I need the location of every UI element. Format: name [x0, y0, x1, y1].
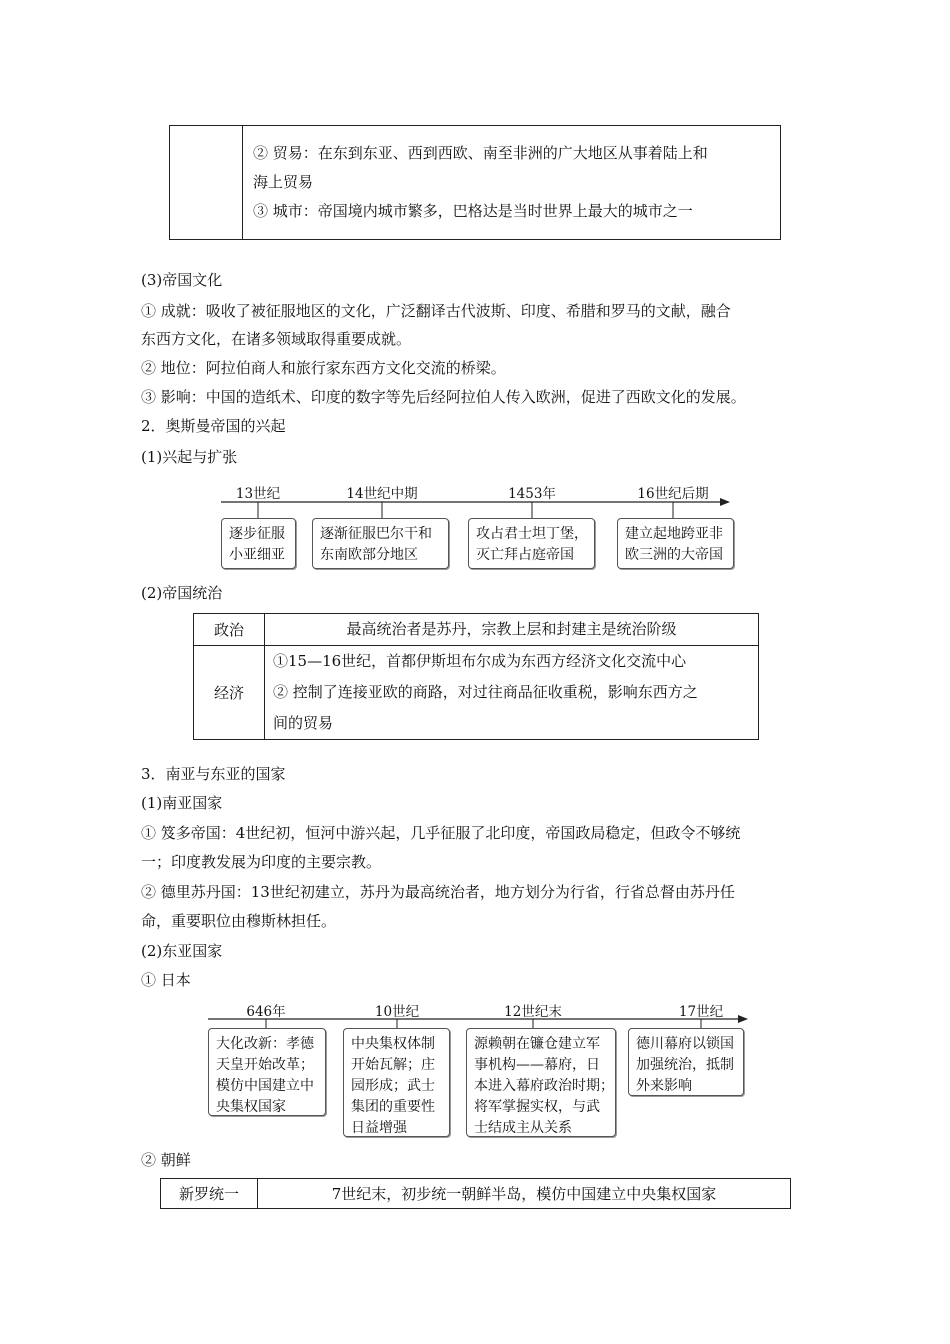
south-asia-line: ② 德里苏丹国：13世纪初建立，苏丹为最高统治者，地方划分为行省，行省总督由苏丹任	[141, 883, 735, 901]
table-line: ③ 城市：帝国境内城市繁多，巴格达是当时世界上最大的城市之一	[253, 202, 693, 220]
south-asia-line: 一；印度教发展为印度的主要宗教。	[141, 853, 382, 871]
culture-line: ③ 影响：中国的造纸术、印度的数字等先后经阿拉伯人传入欧洲，促进了西欧文化的发展。	[141, 388, 746, 406]
south-asia-line: ① 笈多帝国：4世纪初，恒河中游兴起，几乎征服了北印度，帝国政局稳定，但政令不够统	[141, 824, 741, 842]
timeline-event-box: 德川幕府以锁国 加强统治，抵制 外来影响	[628, 1028, 744, 1096]
asia-heading: 3．南亚与东亚的国家	[141, 765, 286, 783]
timeline-event-box: 建立起地跨亚非 欧三洲的大帝国	[617, 518, 734, 569]
table-line: ② 贸易：在东到东亚、西到西欧、南至非洲的广大地区从事着陆上和	[253, 144, 708, 162]
economy-label: 经济	[194, 646, 265, 740]
timeline-date: 14世纪中期	[346, 486, 418, 502]
timeline-date: 16世纪后期	[637, 486, 709, 502]
korea-label: 新罗统一	[161, 1179, 258, 1209]
timeline-event-box: 逐步征服 小亚细亚	[221, 518, 296, 569]
east-asia-heading: (2)东亚国家	[141, 942, 223, 960]
culture-line: 东西方文化，在诸多领域取得重要成就。	[141, 330, 412, 348]
culture-line: ① 成就：吸收了被征服地区的文化，广泛翻译古代波斯、印度、希腊和罗马的文献，融合	[141, 302, 731, 320]
timeline-date: 1453年	[508, 486, 556, 502]
timeline-event-box: 大化改新：孝德 天皇开始改革； 模仿中国建立中 央集权国家	[208, 1028, 326, 1116]
timeline-date: 17世纪	[678, 1004, 724, 1020]
ottoman-heading: 2．奥斯曼帝国的兴起	[141, 417, 286, 435]
timeline-event-box: 中央集权体制 开始瓦解；庄 园形成；武士 集团的重要性 日益增强	[343, 1028, 450, 1137]
politics-text: 最高统治者是苏丹，宗教上层和封建主是统治阶级	[265, 614, 759, 646]
timeline-date: 10世纪	[374, 1004, 420, 1020]
timeline-date: 12世纪末	[504, 1004, 562, 1020]
timeline-event-box: 源赖朝在镰仓建立军 事机构——幕府，日 本进入幕府政治时期； 将军掌握实权，与武 士结成主从关系	[466, 1028, 616, 1137]
ottoman-rule-heading: (2)帝国统治	[141, 584, 223, 602]
timeline-date: 13世纪	[235, 486, 281, 502]
korea-heading: ② 朝鲜	[141, 1151, 191, 1169]
south-asia-line: 命，重要职位由穆斯林担任。	[141, 912, 337, 930]
culture-line: ② 地位：阿拉伯商人和旅行家东西方文化交流的桥梁。	[141, 359, 506, 377]
ottoman-rise-heading: (1)兴起与扩张	[141, 448, 238, 466]
japan-heading: ① 日本	[141, 971, 191, 989]
korea-table	[160, 1178, 791, 1209]
politics-label: 政治	[194, 614, 265, 646]
table-line: 海上贸易	[253, 173, 314, 191]
culture-heading: (3)帝国文化	[141, 271, 223, 289]
timeline-event-box: 逐渐征服巴尔干和 东南欧部分地区	[312, 518, 449, 569]
korea-text: 7世纪末，初步统一朝鲜半岛，模仿中国建立中央集权国家	[258, 1179, 791, 1209]
timeline-date: 646年	[246, 1004, 286, 1020]
south-asia-heading: (1)南亚国家	[141, 794, 223, 812]
economy-text: ①15—16世纪，首都伊斯坦布尔成为东西方经济文化交流中心 ② 控制了连接亚欧的商路，对过往商品征收重税，影响东西方之 间的贸易	[265, 646, 759, 740]
timeline-event-box: 攻占君士坦丁堡， 灭亡拜占庭帝国	[468, 518, 595, 569]
